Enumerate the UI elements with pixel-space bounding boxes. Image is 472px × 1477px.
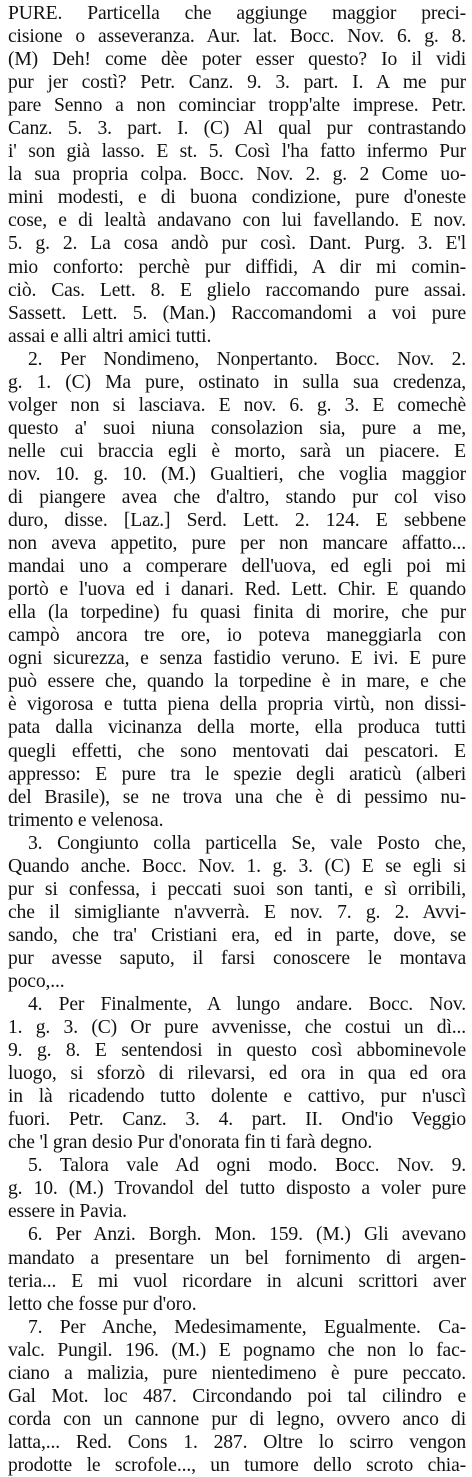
text-line: pare Senno a non cominciar tropp'alte imprese. Petr. (8, 95, 466, 117)
text-line: che 'l gran desio Pur d'onorata fin ti farà degno. (8, 1132, 373, 1154)
text-line: g. 1. (C) Ma pure, ostinato in sulla sua credenza, (8, 371, 466, 393)
text-line: campò ancora tre ore, io poteva maneggiarla con (8, 625, 466, 647)
text-line: può essere che, quando la torpedine è in mare, e che (8, 671, 466, 693)
text-line: in là ricadendo tutto dolente e cattivo, pur n'uscì (8, 1086, 466, 1108)
text-line: letto che fosse pur d'oro. (8, 1293, 197, 1315)
text-line: pur si confessa, i peccati suoi son tanti, e sì orribili, (8, 878, 466, 900)
text-line: nelle cui braccia egli è morto, sarà un piacere. E (8, 440, 466, 462)
text-line: cose, e di lealtà andavano con lui favellando. E nov. (8, 210, 466, 232)
text-line: del Brasile), se ne trova una che è di pessimo nu- (8, 786, 466, 808)
text-line: la sua propria colpa. Bocc. Nov. 2. g. 2 Come uo- (8, 164, 466, 186)
text-line: portò e l'uova ed i danari. Red. Lett. Chir. E quando (8, 579, 466, 601)
text-line: poco,... (8, 970, 65, 992)
text-line: nov. 10. g. 10. (M.) Gualtieri, che voglia maggior (8, 463, 466, 485)
text-line: questo a' suoi niuna consolazion sia, pure a me, (8, 417, 466, 439)
text-line: 2. Per Nondimeno, Nonpertanto. Bocc. Nov. 2. (28, 348, 466, 370)
text-line: trimento e velenosa. (8, 809, 164, 831)
text-line: di piangere avea che d'altro, stando pur col viso (8, 486, 466, 508)
text-line: 3. Congiunto colla particella Se, vale Posto che, (28, 832, 466, 854)
text-line: 9. g. 8. E sentendosi in questo così abbominevole (8, 1040, 466, 1062)
text-line: ciano a malizia, pure nientedimeno è pure peccato. (8, 1362, 466, 1384)
text-line: ella (la torpedine) fu quasi finita di morire, che pur (8, 602, 466, 624)
text-line: Gal Mot. loc 487. Circondando poi tal cilindro e (8, 1385, 466, 1407)
text-line: 5. Talora vale Ad ogni modo. Bocc. Nov. 9. (28, 1155, 466, 1177)
text-line: mini modesti, e di buona condizione, pure d'oneste (8, 187, 466, 209)
text-line: che il simigliante n'avverrà. E nov. 7. g. 2. Avvi- (8, 901, 466, 923)
text-line: ogni sicurezza, e senza fastidio veruno. E ivi. E pure (8, 648, 466, 670)
text-line: mandato a presentare un bel fornimento di argen- (8, 1247, 466, 1269)
text-line: appresso: E pure tra le spezie degli araticù (alberi (8, 763, 466, 785)
text-line: i' son già lasso. E st. 5. Così l'ha fatto infermo Pur (8, 141, 466, 163)
text-line: prodotte le scrofole..., un tumore dello scroto chia- (8, 1454, 466, 1476)
text-line: essere in Pavia. (8, 1201, 127, 1223)
text-line: cisione o asseveranza. Aur. lat. Bocc. Nov. 6. g. 8. (8, 26, 466, 48)
text-line: fuori. Petr. Canz. 3. 4. part. II. Ond'io Veggio (8, 1109, 466, 1131)
text-line: pur avesse saputo, il farsi conoscere le montava (8, 947, 466, 969)
text-line: volger non si lasciava. E nov. 6. g. 3. E comechè (8, 394, 466, 416)
text-line: (M) Deh! come dèe poter esser questo? Io il vidi (8, 49, 466, 71)
text-line: pata dalla vicinanza della morte, ella produca tutti (8, 717, 466, 739)
text-line: g. 10. (M.) Trovandol del tutto disposto a voler pure (8, 1178, 466, 1200)
text-line: pur jer costì? Petr. Canz. 9. 3. part. I. A me pur (8, 72, 466, 94)
text-line: 5. g. 2. La cosa andò pur così. Dant. Purg. 3. E'l (8, 233, 466, 255)
text-line: luogo, si sforzò di rilevarsi, ed ora in qua ed ora (8, 1063, 466, 1085)
text-line: sando, che tra' Cristiani era, ed in parte, dove, se (8, 924, 466, 946)
text-line: non aveva appetito, pure per non mancare affatto... (8, 533, 466, 555)
text-line: valc. Pungil. 196. (M.) E pognamo che non lo fac- (8, 1339, 466, 1361)
text-line: 4. Per Finalmente, A lungo andare. Bocc. Nov. (28, 994, 466, 1016)
text-line: latta,... Red. Cons 1. 287. Oltre lo scirro vengon (8, 1431, 466, 1453)
text-line: mio conforto: perchè pur diffidi, A dir mi comin- (8, 256, 466, 278)
text-line: è vigorosa e tutta piena della propria virtù, non dissi- (8, 694, 466, 716)
text-line: mandai uno a comperare dell'uova, ed egli poi mi (8, 556, 466, 578)
text-line: teria... E mi vuol ricordare in alcuni scrittori aver (8, 1270, 466, 1292)
text-line: 6. Per Anzi. Borgh. Mon. 159. (M.) Gli avevano (28, 1224, 466, 1246)
text-line: 7. Per Anche, Medesimamente, Egualmente. Ca- (28, 1316, 466, 1338)
text-line: PURE. Particella che aggiunge maggior preci- (8, 3, 466, 24)
text-line: ciò. Cas. Lett. 8. E glielo raccomando pure assai. (8, 279, 466, 301)
text-line: corda con un cannone pur di legno, ovvero anco di (8, 1408, 466, 1430)
text-line: 1. g. 3. (C) Or pure avvenisse, che costui un dì... (8, 1017, 466, 1039)
text-line: Sassett. Lett. 5. (Man.) Raccomandomi a voi pure (8, 302, 466, 324)
text-line: assai e alli altri amici tutti. (8, 325, 212, 347)
text-line: Canz. 5. 3. part. I. (C) Al qual pur contrastando (8, 118, 466, 140)
text-line: quegli effetti, che sono mentovati dai pescatori. E (8, 740, 466, 762)
text-line: duro, disse. [Laz.] Serd. Lett. 2. 124. E sebbene (8, 510, 466, 532)
text-line: Quando anche. Bocc. Nov. 1. g. 3. (C) E se egli si (8, 855, 466, 877)
